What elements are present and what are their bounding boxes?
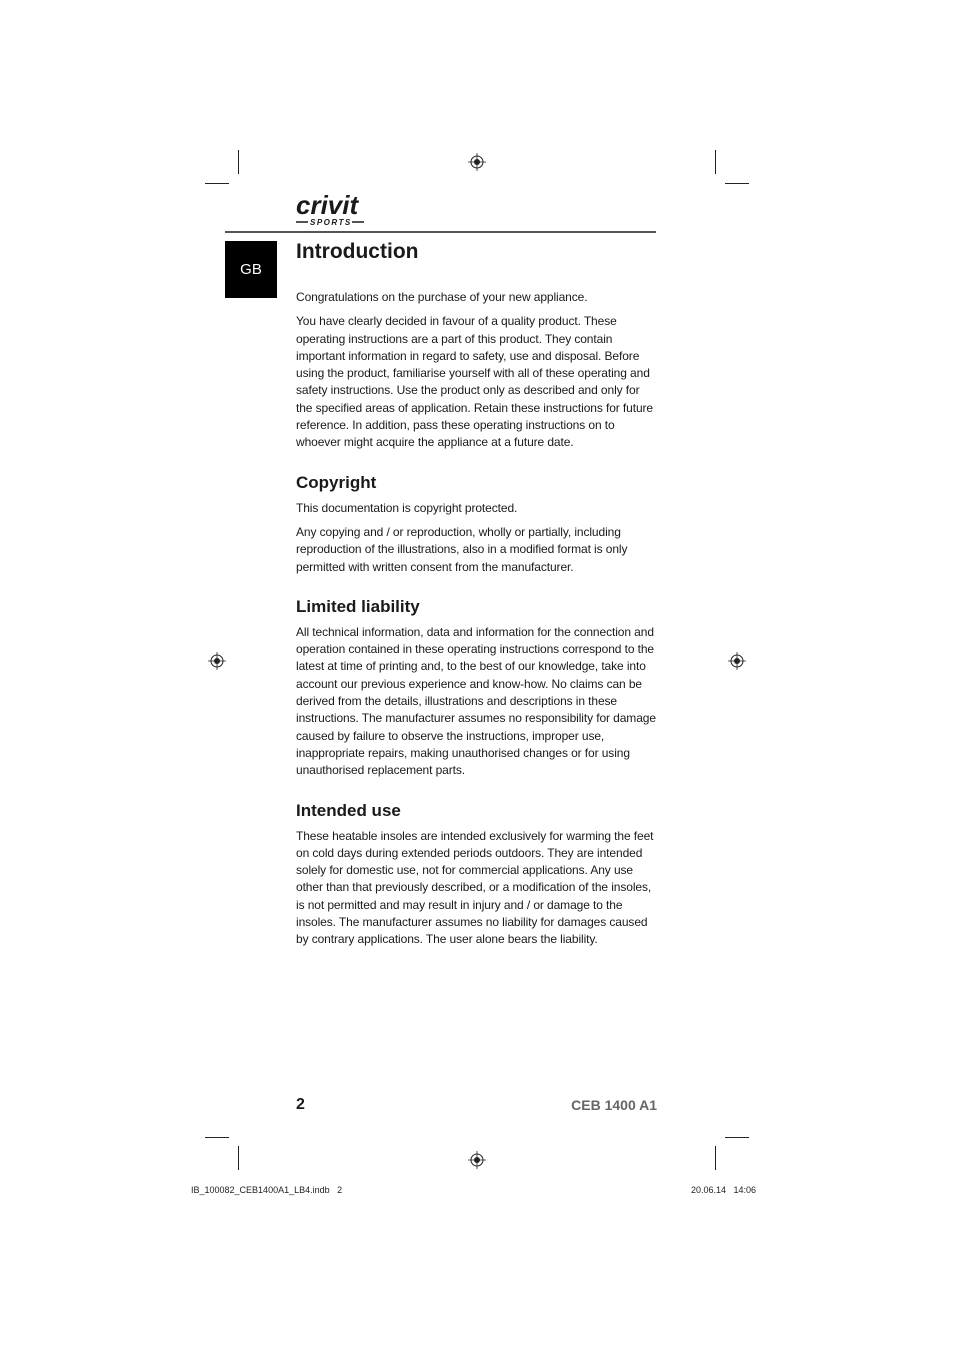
registration-mark-icon — [208, 652, 226, 670]
crop-mark — [725, 1137, 749, 1138]
crop-mark — [205, 1137, 229, 1138]
crop-mark — [205, 183, 229, 184]
registration-mark-icon — [468, 1151, 486, 1169]
crop-mark — [238, 150, 239, 174]
copyright-paragraph-1: This documentation is copyright protected. — [296, 500, 518, 515]
header-rule — [225, 231, 656, 233]
print-slug-date: 20.06.14 14:06 — [690, 1185, 756, 1195]
intended-use-paragraph: These heatable insoles are intended exclusively for warming the feet on cold days during extended periods outdoors. They are intended solely for domestic use, not for commercial applications. Any use other than that previously described, or a modification of the insoles, is not permitted and may result in injury and / or damage to the insoles. The manufacturer assumes no liability for damages caused by contrary applications. The user alone bears the liability. — [296, 828, 654, 947]
liability-paragraph: All technical information, data and information for the connection and operation contained in these operating instructions correspond to the latest at time of printing and, to the best of our knowledge, take into account our previous experience and know-how. No claims can be derived from the details, illustrations and descriptions in these instructions. The manufacturer assumes no responsibility for damage caused by failure to observe the instructions, improper use, inappropriate repairs, making unauthorised changes or for using unauthorised replacement parts. — [296, 624, 656, 778]
intro-paragraph-2: You have clearly decided in favour of a quality product. These operating instructions are a part of this product. They contain important information in regard to safety, use and disposal. Before using the product, familiarise yourself with all of these operating and safety instructions. Use the product only as described and only for the specified areas of application. Retain these instructions for future reference. In addition, pass these operating instructions on to whoever might acquire the appliance at a future date. — [296, 314, 654, 450]
copyright-paragraph-2: Any copying and / or reproduction, wholly or partially, including reproduction of the illustrations, also in a modified format is only permitted with written consent from the manufacturer. — [296, 524, 628, 574]
registration-mark-icon — [728, 652, 746, 670]
page-title: Introduction — [296, 240, 419, 263]
print-slug-file: IB_100082_CEB1400A1_LB4.indb 2 — [191, 1185, 343, 1195]
crop-mark — [725, 183, 749, 184]
language-tab: GB — [225, 241, 277, 298]
crop-mark — [715, 150, 716, 174]
copyright-heading: Copyright — [296, 472, 377, 492]
page-content — [296, 238, 658, 956]
logo-subtext: SPORTS — [310, 218, 352, 227]
crop-mark — [715, 1146, 716, 1170]
page-number: 2 — [296, 1096, 305, 1113]
registration-mark-icon — [468, 153, 486, 171]
model-number: CEB 1400 A1 — [571, 1097, 657, 1113]
logo-text: crivit — [296, 190, 359, 220]
crop-mark — [238, 1146, 239, 1170]
liability-heading: Limited liability — [296, 596, 420, 616]
intro-paragraph-1: Congratulations on the purchase of your new appliance. — [296, 290, 588, 304]
crivit-sports-logo — [296, 190, 376, 228]
intended-use-heading: Intended use — [296, 800, 401, 820]
